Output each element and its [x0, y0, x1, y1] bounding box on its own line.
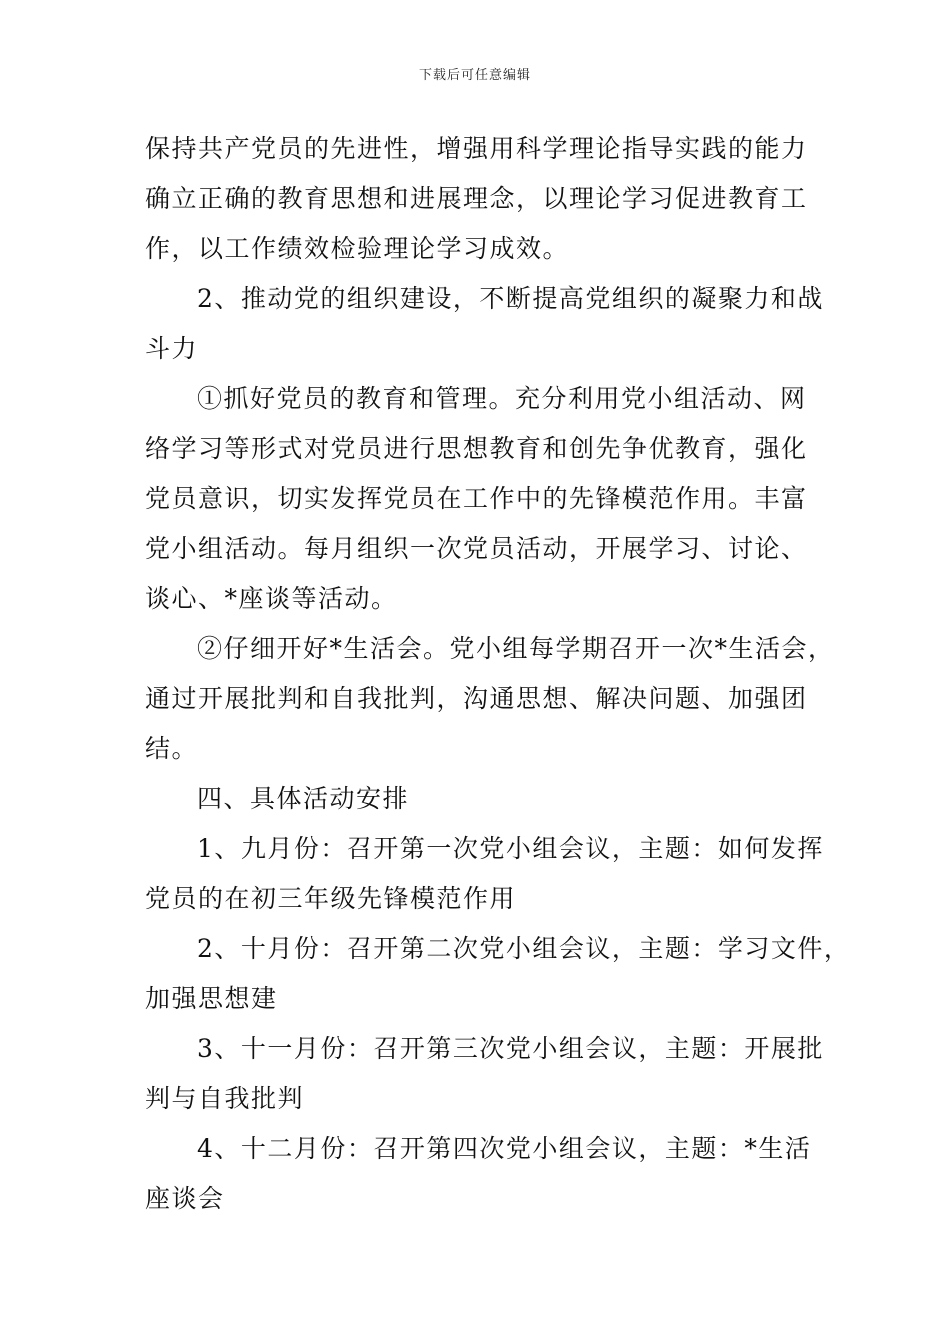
text-line: 判与自我批判	[145, 1084, 305, 1113]
text-line: 2、十月份：召开第二次党小组会议，主题：学习文件，	[197, 934, 851, 963]
text-line: 3、十一月份：召开第三次党小组会议，主题：开展批	[197, 1034, 824, 1063]
text-line: ①抓好党员的教育和管理。充分利用党小组活动、网	[197, 384, 807, 413]
paragraph	[145, 624, 835, 774]
text-line: 确立正确的教育思想和进展理念，以理论学习促进教育工	[145, 184, 808, 213]
text-line: 座谈会	[145, 1184, 225, 1213]
paragraph	[145, 374, 825, 624]
list-item	[145, 1024, 825, 1124]
text-line: 2、推动党的组织建设，不断提高党组织的凝聚力和战	[197, 284, 824, 313]
text-line: 1、九月份：召开第一次党小组会议，主题：如何发挥	[197, 834, 824, 863]
text-line: ②仔细开好*生活会。党小组每学期召开一次*生活会，	[197, 634, 835, 663]
list-item	[145, 1124, 825, 1224]
text-line: 4、十二月份：召开第四次党小组会议，主题：*生活	[197, 1134, 812, 1163]
text-line: 四、具体活动安排	[197, 784, 410, 813]
text-line: 加强思想建	[145, 984, 278, 1013]
text-line: 通过开展批判和自我批判，沟通思想、解决问题、加强团	[145, 684, 808, 713]
text-line: 斗力	[145, 334, 199, 363]
document-body	[145, 124, 851, 1224]
text-line: 络学习等形式对党员进行思想教育和创先争优教育，强化	[145, 434, 808, 463]
page-header: 下载后可任意编辑	[418, 68, 531, 83]
list-item	[145, 824, 825, 924]
text-line: 党小组活动。每月组织一次党员活动，开展学习、讨论、	[145, 534, 808, 563]
paragraph	[145, 124, 825, 274]
section-heading	[145, 774, 825, 824]
text-line: 作，以工作绩效检验理论学习成效。	[145, 234, 570, 263]
text-line: 谈心、*座谈等活动。	[145, 584, 398, 613]
text-line: 党员意识，切实发挥党员在工作中的先锋模范作用。丰富	[145, 484, 808, 513]
text-line: 保持共产党员的先进性，增强用科学理论指导实践的能力	[145, 134, 808, 163]
text-line: 党员的在初三年级先锋模范作用	[145, 884, 517, 913]
paragraph	[145, 274, 825, 374]
list-item	[145, 924, 851, 1024]
text-line: 结。	[145, 734, 199, 763]
